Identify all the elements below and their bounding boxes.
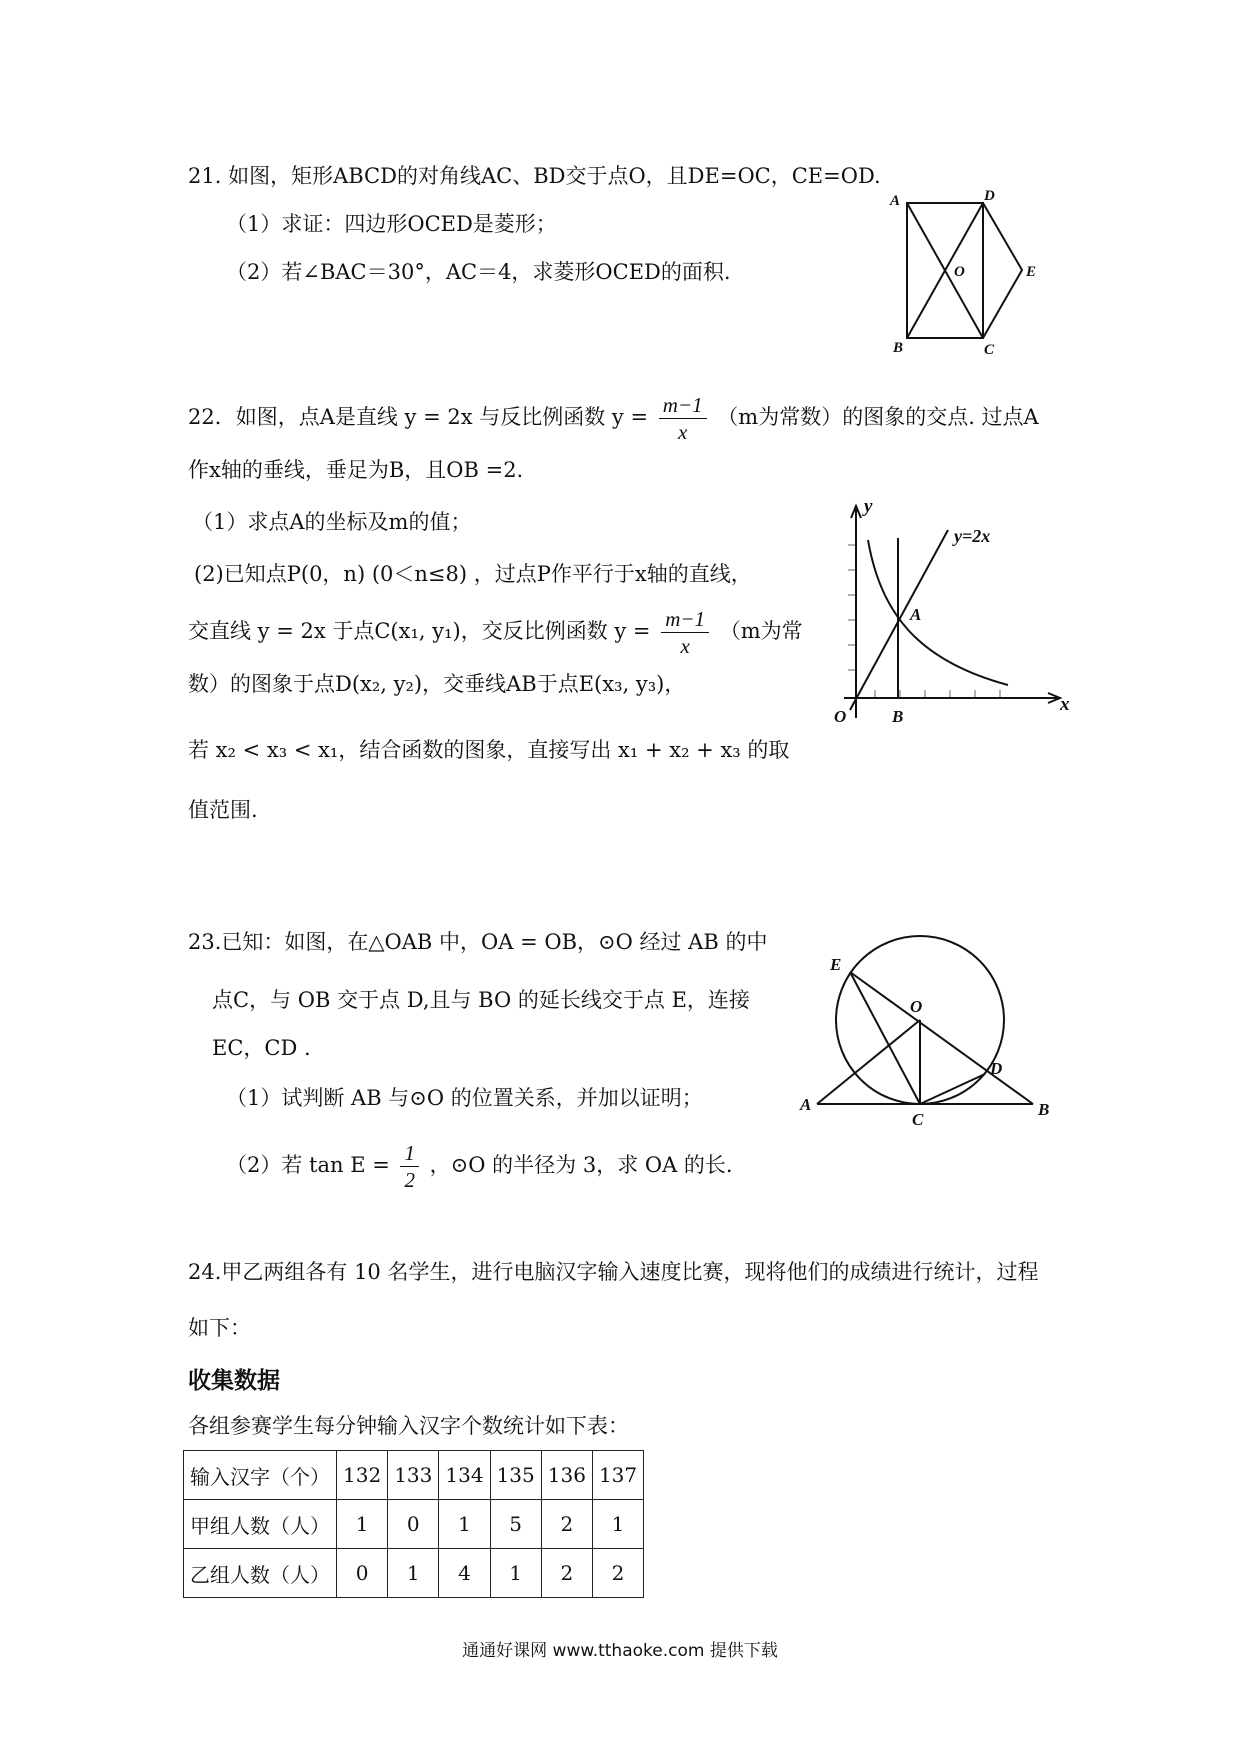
q23-part2-a: （2）若 tan E =	[226, 1153, 390, 1177]
q23-stem: 23.已知：如图，在△OAB 中，OA = OB，⊙O 经过 AB 的中	[188, 930, 768, 954]
table-cell: 136	[541, 1451, 592, 1500]
q23-fraction-num: 1	[400, 1140, 419, 1167]
q23-fraction	[400, 1140, 419, 1193]
q23-label-o: O	[910, 997, 923, 1016]
table-cell: 1	[592, 1500, 643, 1549]
page-footer: 通通好课网 www.tthaoke.com 提供下载	[462, 1641, 778, 1661]
table-row	[184, 1451, 644, 1500]
q24-heading: 收集数据	[188, 1368, 280, 1394]
q22-part2-e: 值范围.	[188, 798, 258, 822]
table-cell: 1	[388, 1549, 439, 1598]
q22-fraction	[659, 392, 707, 445]
table-cell: 2	[541, 1549, 592, 1598]
q23-fraction-den: 2	[404, 1168, 415, 1192]
q21-figure	[880, 190, 1050, 360]
q21-label-o: O	[954, 264, 965, 280]
table-cell: 甲组人数（人）	[184, 1500, 337, 1549]
table-cell: 1	[337, 1500, 388, 1549]
q22-line2: 作x轴的垂线，垂足为B，且OB =2.	[188, 458, 524, 482]
q22-stem	[188, 392, 1039, 445]
table-cell: 乙组人数（人）	[184, 1549, 337, 1598]
q23-segment-ec	[850, 972, 923, 1104]
table-cell: 0	[337, 1549, 388, 1598]
q24-stem-b: 如下：	[188, 1316, 251, 1340]
q22-label-y: y	[864, 496, 873, 517]
q22-part2-b2: （m为常	[719, 619, 803, 643]
table-cell: 4	[439, 1549, 490, 1598]
q23-line2: 点C，与 OB 交于点 D,且与 BO 的延长线交于点 E，连接	[212, 988, 750, 1012]
q23-label-e: E	[830, 955, 842, 974]
q23-label-d: D	[990, 1059, 1003, 1078]
q22-label-o: O	[834, 707, 847, 726]
q24-data-table	[183, 1450, 644, 1598]
table-cell: 2	[592, 1549, 643, 1598]
q22-part2-a: (2)已知点P(0，n) (0＜n≤8) ，过点P作平行于x轴的直线，	[194, 562, 752, 586]
table-cell: 134	[439, 1451, 490, 1500]
q23-segment-cd	[920, 1074, 985, 1104]
q23-part2-b: ，⊙O 的半径为 3，求 OA 的长.	[429, 1153, 733, 1177]
q22-part1: （1）求点A的坐标及m的值；	[192, 510, 472, 534]
q22-fraction-2-den: x	[680, 634, 690, 658]
q22-label-b: B	[892, 707, 904, 726]
q22-part2-c: 数）的图象于点D(x₂, y₂)，交垂线AB于点E(x₃, y₃)，	[188, 672, 686, 696]
q23-label-a: A	[800, 1095, 812, 1114]
q22-part2-b-line	[188, 606, 803, 659]
q23-segment-eb	[850, 972, 1033, 1104]
q22-part2-b: 交直线 y = 2x 于点C(x₁, y₁)，交反比例函数 y =	[188, 619, 651, 643]
q23-figure	[800, 950, 1060, 1140]
q23-segment-oa	[817, 1020, 920, 1104]
q21-label-a: A	[890, 193, 901, 209]
q22-part2-d: 若 x₂ < x₃ < x₁，结合函数的图象，直接写出 x₁ + x₂ + x₃ 的取	[188, 738, 790, 762]
q22-label-x: x	[1060, 694, 1070, 715]
table-cell: 1	[439, 1500, 490, 1549]
q23-label-b: B	[1038, 1100, 1050, 1119]
q23-label-c: C	[912, 1110, 924, 1129]
q22-fraction-num: m−1	[659, 392, 707, 419]
table-cell: 137	[592, 1451, 643, 1500]
q21-rhombus-edges	[983, 203, 1022, 338]
q21-label-c: C	[984, 342, 995, 358]
table-cell: 133	[388, 1451, 439, 1500]
table-cell: 1	[490, 1549, 541, 1598]
q22-stem-a: 22．如图，点A是直线 y = 2x 与反比例函数 y =	[188, 405, 649, 429]
table-row	[184, 1549, 644, 1598]
q21-label-d: D	[984, 188, 995, 204]
q23-part2	[226, 1140, 733, 1193]
q22-fraction-2	[661, 606, 709, 659]
q24-stem-a: 24.甲乙两组各有 10 名学生，进行电脑汉字输入速度比赛，现将他们的成绩进行统计，过程	[188, 1260, 1039, 1284]
q22-fraction-den: x	[678, 420, 688, 444]
q21-part1: （1）求证：四边形OCED是菱形；	[226, 212, 557, 236]
table-row	[184, 1500, 644, 1549]
table-cell: 0	[388, 1500, 439, 1549]
table-cell: 5	[490, 1500, 541, 1549]
q22-stem-b: （m为常数）的图象的交点. 过点A	[717, 405, 1039, 429]
q21-stem: 21. 如图，矩形ABCD的对角线AC、BD交于点O，且DE=OC，CE=OD.	[188, 164, 881, 188]
table-cell: 输入汉字（个）	[184, 1451, 337, 1500]
table-cell: 2	[541, 1500, 592, 1549]
q22-graph	[830, 496, 1070, 730]
q21-part2: （2）若∠BAC＝30°，AC＝4，求菱形OCED的面积.	[226, 260, 731, 284]
q22-fraction-2-num: m−1	[661, 606, 709, 633]
table-cell: 135	[490, 1451, 541, 1500]
q21-label-b: B	[893, 340, 904, 356]
table-cell: 132	[337, 1451, 388, 1500]
q21-label-e: E	[1026, 264, 1037, 280]
q23-line3: EC，CD .	[212, 1036, 311, 1060]
q24-table-caption: 各组参赛学生每分钟输入汉字个数统计如下表：	[188, 1414, 629, 1438]
q22-label-a: A	[910, 605, 922, 624]
q22-hyperbola	[868, 540, 1008, 685]
q23-part1: （1）试判断 AB 与⊙O 的位置关系，并加以证明；	[226, 1086, 703, 1110]
q22-label-line: y=2x	[954, 526, 991, 546]
